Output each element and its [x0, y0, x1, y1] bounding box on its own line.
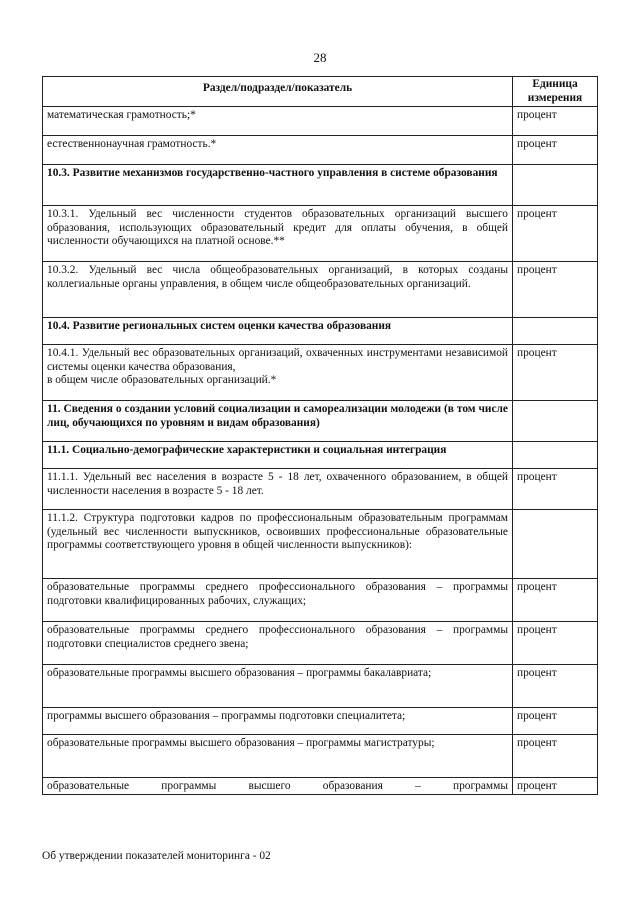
section-row	[43, 318, 598, 345]
table-row	[43, 708, 598, 735]
table-row	[43, 469, 598, 510]
section-heading: 10.3. Развитие механизмов государственно-частного управления в системе образования	[43, 165, 513, 206]
row-unit	[513, 442, 598, 469]
table-row	[43, 579, 598, 622]
table-row	[43, 735, 598, 778]
row-text: математическая грамотность;*	[43, 107, 513, 136]
header-unit	[513, 77, 598, 107]
row-text: образовательные программы высшего образования – программы	[43, 778, 513, 795]
row-unit: процент	[513, 107, 598, 136]
header-section-indicator: Раздел/подраздел/показатель	[43, 77, 513, 107]
row-unit: процент	[513, 345, 598, 401]
row-unit: процент	[513, 206, 598, 262]
table-row	[43, 262, 598, 318]
row-unit: процент	[513, 469, 598, 510]
table-row	[43, 206, 598, 262]
table-row	[43, 345, 598, 401]
table-row	[43, 778, 598, 795]
row-unit: процент	[513, 665, 598, 708]
row-text: 11.1.2. Структура подготовки кадров по профессиональным образовательным программам (удельный вес численности выпускников, освоивших профессиональные образовательные программы соответствующего уровня в общей численности выпускников):	[43, 510, 513, 579]
row-unit: процент	[513, 708, 598, 735]
row-text: 10.4.1. Удельный вес образовательных организаций, охваченных инструментами независимой системы оценки качества образования,	[47, 347, 508, 373]
row-unit: процент	[513, 778, 598, 795]
row-text-block	[43, 345, 513, 401]
row-text: образовательные программы среднего профессионального образования – программы подготовки специалистов среднего звена;	[43, 622, 513, 665]
row-unit: процент	[513, 262, 598, 318]
header-unit-line2: измерения	[527, 91, 583, 104]
row-text: естественнонаучная грамотность.*	[43, 136, 513, 165]
indicators-table	[42, 76, 598, 795]
table-row	[43, 510, 598, 579]
section-heading: 11. Сведения о создании условий социализации и самореализации молодежи (в том числе лиц, обучающихся по уровням и видам образования)	[43, 401, 513, 442]
page-number: 28	[313, 50, 327, 65]
table-row	[43, 136, 598, 165]
row-unit	[513, 318, 598, 345]
header-unit-line1: Единица	[532, 78, 578, 90]
table-row	[43, 107, 598, 136]
row-unit	[513, 165, 598, 206]
row-unit	[513, 401, 598, 442]
section-row	[43, 401, 598, 442]
row-text: образовательные программы высшего образования – программы бакалавриата;	[43, 665, 513, 708]
section-heading: 11.1. Социально-демографические характеристики и социальная интеграция	[43, 442, 513, 469]
row-unit: процент	[513, 579, 598, 622]
row-text: 10.3.1. Удельный вес численности студентов образовательных организаций высшего образования, использующих образовательный кредит для оплаты обучения, в общей численности обучающихся на платной основе.**	[43, 206, 513, 262]
table-row	[43, 622, 598, 665]
row-unit: процент	[513, 735, 598, 778]
row-text: образовательные программы высшего образования – программы магистратуры;	[43, 735, 513, 778]
section-heading: 10.4. Развитие региональных систем оценки качества образования	[43, 318, 513, 345]
row-text: 11.1.1. Удельный вес населения в возрасте 5 - 18 лет, охваченного образованием, в общей численности населения в возрасте 5 - 18 лет.	[43, 469, 513, 510]
row-text: образовательные программы среднего профессионального образования – программы подготовки квалифицированных рабочих, служащих;	[43, 579, 513, 622]
row-unit: процент	[513, 622, 598, 665]
section-row	[43, 165, 598, 206]
row-text: 10.3.2. Удельный вес числа общеобразовательных организаций, в которых созданы коллегиальные органы управления, в общем числе общеобразовательных организаций.	[43, 262, 513, 318]
row-text: программы высшего образования – программы подготовки специалитета;	[43, 708, 513, 735]
table-header-row	[43, 77, 598, 107]
row-unit: процент	[513, 136, 598, 165]
section-row	[43, 442, 598, 469]
document-footer: Об утверждении показателей мониторинга - 02	[42, 850, 271, 862]
row-text-continued: в общем числе образовательных организаций.*	[47, 374, 277, 386]
row-unit	[513, 510, 598, 579]
table-row	[43, 665, 598, 708]
